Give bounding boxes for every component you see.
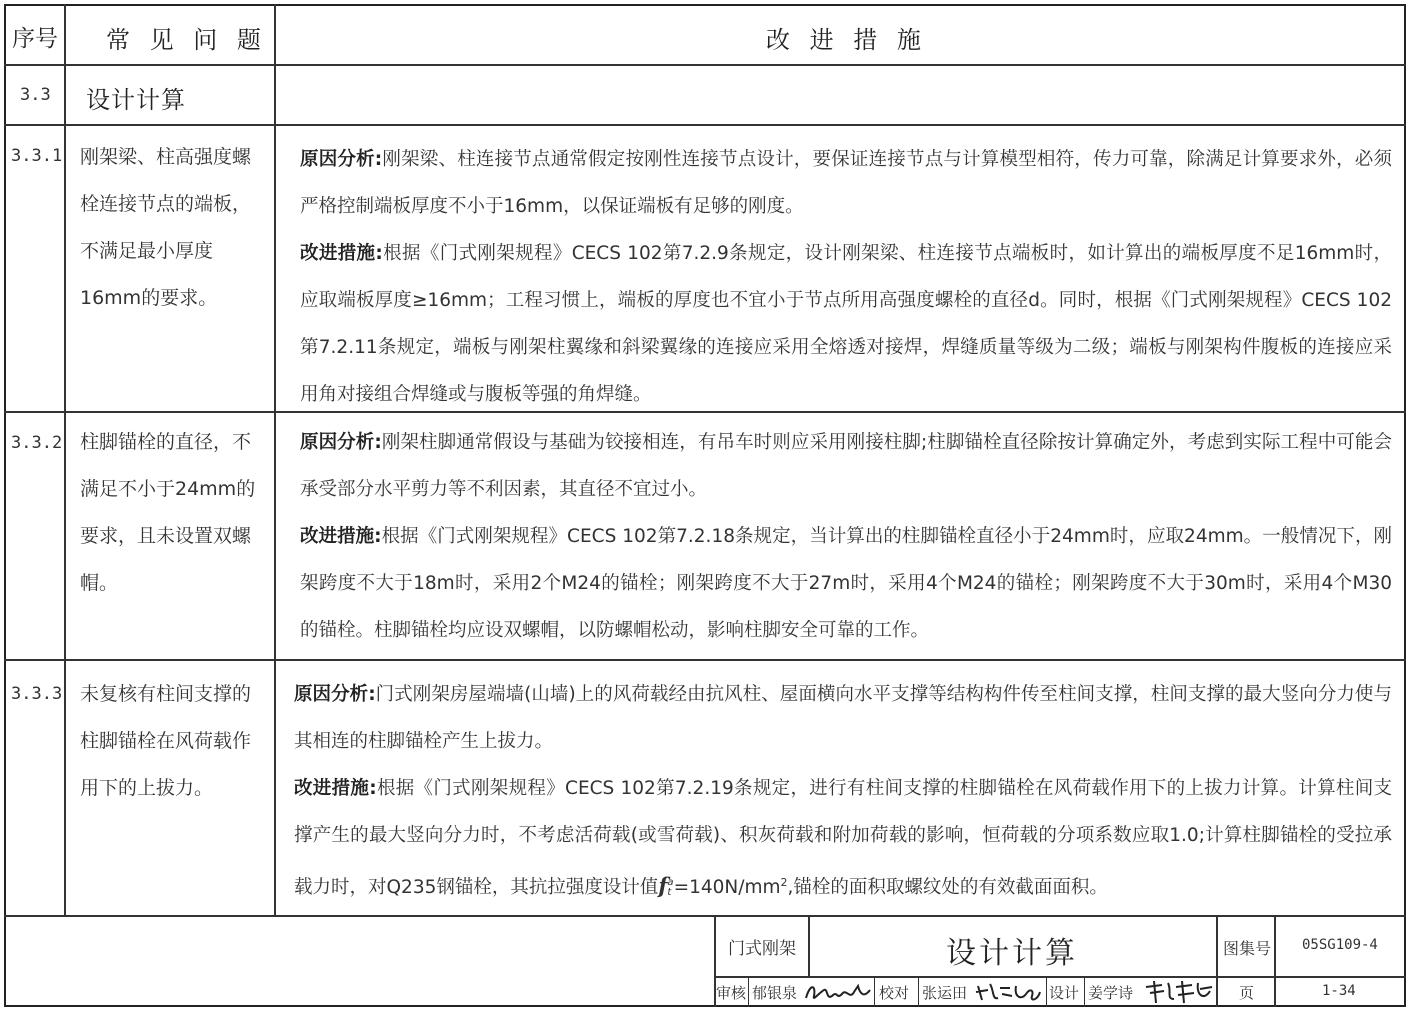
row-no: 3.3.2: [11, 433, 63, 453]
measure-label: 改进措施:: [300, 526, 382, 547]
tb-review-label: 审核: [716, 984, 747, 1002]
tb-category: 门式刚架: [728, 939, 796, 959]
cause-label: 原因分析:: [300, 149, 383, 170]
rule-header-bottom: [4, 64, 1406, 66]
measure-text-tail: ,锚栓的面积取螺纹处的有效截面面积。: [787, 877, 1108, 899]
rule-section-bottom: [4, 124, 1406, 126]
row-content: [294, 671, 1392, 911]
tb-rule-3: [1216, 915, 1218, 1007]
formula: [658, 873, 788, 899]
rule-col-problem: [274, 4, 276, 916]
cause-label: 原因分析:: [294, 684, 376, 705]
tb-rule-8: [1046, 976, 1047, 1007]
tb-atlas-label: 图集号: [1223, 939, 1272, 958]
tb-rule-7: [918, 976, 919, 1007]
formula-exponent: 2: [780, 876, 788, 889]
header-col-no: 序号: [12, 26, 58, 52]
tb-drawing-title: 设计计算: [946, 936, 1078, 971]
row-problem: 未复核有柱间支撑的柱脚锚栓在风荷载作用下的上拔力。: [80, 683, 252, 799]
measure-text: 根据《门式刚架规程》CECS 102第7.2.18条规定，当计算出的柱脚锚栓直径小于24mm时，应取24mm。一般情况下，刚架跨度不大于18m时，采用2个M24的锚栓；刚架跨度不大于27m时，采用4个M24的锚栓；刚架跨度不大于30m时，采用4个M30的锚栓。柱脚锚栓均应设双螺帽，以防螺帽松动，影响柱脚安全可靠的工作。: [300, 526, 1392, 641]
tb-rule-4: [1274, 915, 1276, 1007]
rule-row2-bottom: [4, 659, 1406, 661]
cause-text: 门式刚架房屋端墙(山墙)上的风荷载经由抗风柱、屋面横向水平支撑等结构构件传至柱间支撑，柱间支撑的最大竖向分力使与其相连的柱脚锚栓产生上拔力。: [294, 684, 1392, 752]
formula-sub: t: [667, 887, 672, 899]
row-content: [300, 419, 1392, 654]
section-title: 设计计算: [86, 86, 186, 114]
tb-design-label: 设计: [1049, 984, 1080, 1002]
measure-label: 改进措施:: [294, 778, 377, 799]
header-col-problem: 常 见 问 题: [106, 26, 267, 54]
formula-sup: a: [667, 877, 674, 889]
measure-text: 根据《门式刚架规程》CECS 102第7.2.19条规定，进行有柱间支撑的柱脚锚栓在风荷载作用下的上拔力计算。计算柱间支撑产生的最大竖向分力时，不考虑活荷载(或雪荷载)、积灰荷载和附加荷载的影响，恒荷载的分项系数应取1.0;计算柱脚锚栓的受拉承载力时，对Q235钢锚栓，其抗拉强度设计值: [294, 778, 1392, 899]
row-no: 3.3.1: [11, 146, 63, 166]
measure-label: 改进措施:: [300, 243, 383, 264]
tb-page-label: 页: [1239, 984, 1255, 1002]
checker-signature-icon: [974, 978, 1044, 1006]
row-content: [300, 136, 1392, 418]
tb-designer: 姜学诗: [1088, 984, 1134, 1002]
rule-col-no: [64, 4, 66, 916]
tb-rule-6: [874, 976, 875, 1007]
tb-rule-9: [1084, 976, 1085, 1007]
row-problem: 刚架梁、柱高强度螺栓连接节点的端板，不满足最小厚度16mm的要求。: [80, 146, 252, 309]
rule-body-bottom: [4, 915, 1406, 917]
formula-value: =140N/mm: [673, 877, 781, 899]
tb-atlas-no: 05SG109-4: [1302, 937, 1378, 953]
reviewer-signature-icon: [802, 978, 874, 1006]
designer-signature-icon: [1142, 977, 1214, 1007]
formula-symbol: f: [658, 873, 668, 899]
tb-rule-2: [808, 915, 810, 977]
row-problem: 柱脚锚栓的直径，不满足不小于24mm的要求，且未设置双螺帽。: [80, 431, 256, 594]
tb-check-label: 校对: [879, 984, 910, 1002]
tb-reviewer: 郁银泉: [752, 984, 798, 1002]
row-no: 3.3.3: [11, 684, 63, 704]
cause-label: 原因分析:: [300, 432, 382, 453]
tb-page-no: 1-34: [1322, 983, 1356, 999]
cause-text: 刚架梁、柱连接节点通常假定按刚性连接节点设计，要保证连接节点与计算模型相符，传力可靠，除满足计算要求外，必须严格控制端板厚度不小于16mm，以保证端板有足够的刚度。: [300, 149, 1392, 217]
header-col-measure: 改 进 措 施: [766, 26, 927, 54]
cause-text: 刚架柱脚通常假设与基础为铰接相连，有吊车时则应采用刚接柱脚;柱脚锚栓直径除按计算确定外，考虑到实际工程中可能会承受部分水平剪力等不利因素，其直径不宜过小。: [300, 432, 1392, 500]
measure-text: 根据《门式刚架规程》CECS 102第7.2.9条规定，设计刚架梁、柱连接节点端板时，如计算出的端板厚度不足16mm时，应取端板厚度≥16mm；工程习惯上，端板的厚度也不宜小于节点所用高强度螺栓的直径d。同时，根据《门式刚架规程》CECS 102第7.2.11条规定，端板与刚架柱翼缘和斜梁翼缘的连接应采用全熔透对接焊，焊缝质量等级为二级；端板与刚架构件腹板的连接应采用角对接组合焊缝或与腹板等强的角焊缝。: [300, 243, 1392, 405]
tb-rule-5: [748, 976, 749, 1007]
tb-checker: 张运田: [922, 984, 968, 1002]
section-no: 3.3: [20, 85, 51, 105]
